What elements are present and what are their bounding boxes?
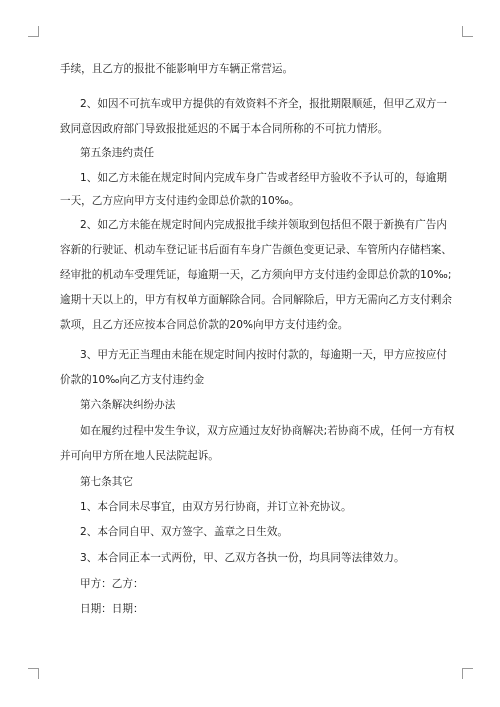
paragraph-line: 致同意因政府部门导致报批延迟的不属于本合同所称的不可抗力情形。 — [60, 123, 389, 135]
paragraph-line: 2、如因不可抗车或甲方提供的有效资料不齐全，报批期限顺延，但甲乙双方一 — [80, 98, 447, 110]
paragraph-line: 1、本合同未尽事宜，由双方另行协商，并订立补充协议。 — [80, 501, 352, 513]
paragraph-line: 款项，且乙方还应按本合同总价款的20%向甲方支付违约金。 — [60, 319, 349, 331]
paragraph-line: 1、如乙方未能在规定时间内完成车身广告或者经甲方验收不予认可的，每逾期 — [80, 172, 447, 184]
paragraph-line: 3、甲方无正当理由未能在规定时间内按时付款的，每逾期一天，甲方应按应付 — [80, 349, 447, 361]
date-line: 日期：日期： — [80, 603, 144, 615]
paragraph-line: 3、本合同正本一式两份，甲、乙双方各执一份，均具同等法律效力。 — [80, 552, 405, 564]
paragraph-line: 2、如乙方未能在规定时间内完成报批手续并领取到包括但不限于新换有广告内 — [80, 219, 447, 231]
paragraph-line: 如在履约过程中发生争议，双方应通过友好协商解决;若协商不成，任何一方有权 — [80, 425, 455, 437]
paragraph-line: 一天，乙方应向甲方支付违约金即总价款的10‰。 — [60, 195, 300, 207]
section-heading: 第六条解决纠纷办法 — [80, 399, 176, 411]
paragraph-line: 2、本合同自甲、双方签字、盖章之日生效。 — [80, 526, 289, 538]
signature-line: 甲方：乙方： — [80, 578, 144, 590]
paragraph-line: 手续，且乙方的报批不能影响甲方车辆正常营运。 — [60, 63, 294, 75]
section-heading: 第五条违约责任 — [80, 147, 155, 159]
paragraph-line: 逾期十天以上的，甲方有权单方面解除合同。合同解除后，甲方无需向乙方支付剩余 — [60, 294, 452, 306]
paragraph-line: 经审批的机动车受理凭证，每逾期一天，乙方须向甲方支付违约金即总价款的10‰; — [60, 269, 452, 281]
paragraph-line: 并可向甲方所在地人民法院起诉。 — [60, 450, 219, 462]
paragraph-line: 容新的行驶证、机动车登记证书后面有车身广告颜色变更记录、车管所内存储档案、 — [60, 244, 452, 256]
section-heading: 第七条其它 — [80, 476, 133, 488]
paragraph-line: 价款的10‰向乙方支付违约金 — [60, 374, 205, 386]
